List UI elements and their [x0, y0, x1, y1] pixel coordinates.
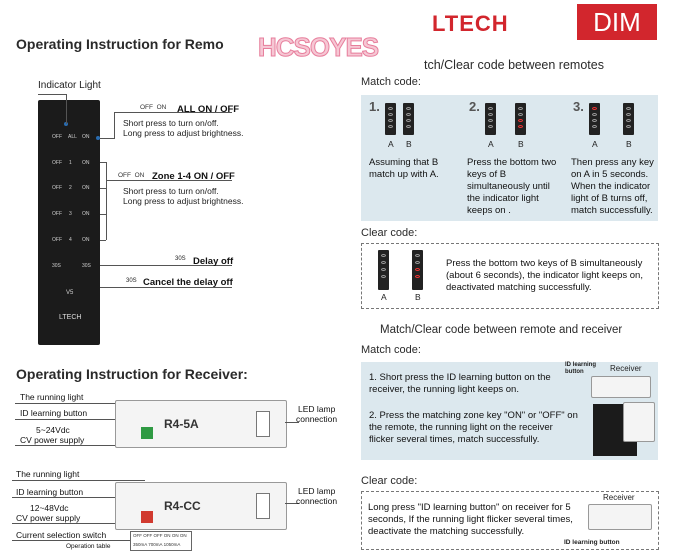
remotes-clear-panel	[361, 243, 659, 309]
clear-id-learning-label: ID learning button	[564, 539, 620, 546]
unit1-led-label: LED lamp	[298, 404, 336, 414]
label-a-3: A	[592, 139, 598, 149]
delay-off-callout: Delay off	[193, 256, 234, 267]
remotes-match-panel	[361, 95, 658, 221]
all-on-off-callout: ALL ON / OFF	[177, 104, 240, 115]
remote-b-step3	[623, 103, 634, 135]
delay-icon: 30S	[175, 256, 186, 262]
unit1-supply-type: CV power supply	[20, 435, 85, 445]
step-1-text: Assuming that B match up with A.	[369, 157, 439, 180]
zone-note-2: Long press to adjust brightness.	[123, 196, 244, 206]
zone-note-1: Short press to turn on/off.	[123, 186, 219, 196]
receiver-r4-5a	[115, 400, 287, 448]
receiver-clear-heading: Clear code:	[361, 475, 418, 487]
remote-row-3: OFF 2 ON	[52, 185, 90, 191]
cancel-delay-callout: Cancel the delay off	[143, 277, 233, 288]
receiver-image-2	[623, 402, 655, 442]
unit2-running-light-label: The running light	[16, 469, 80, 479]
cancel-icon: 30S	[126, 278, 137, 284]
label-b-clear: B	[415, 292, 421, 302]
zone-on-off-callout: Zone 1-4 ON / OFF	[152, 171, 235, 182]
remote-a-clear	[378, 250, 389, 290]
unit2-model-label: R4-CC	[164, 499, 201, 513]
receiver-section-title: Operating Instruction for Receiver:	[16, 366, 248, 382]
remotes-clear-heading: Clear code:	[361, 227, 418, 239]
remote-row-2: OFF 1 ON	[52, 160, 90, 166]
id-learning-label-1: ID learning button	[565, 362, 597, 375]
label-b-1: B	[406, 139, 412, 149]
mode-badge: DIM	[577, 4, 657, 40]
label-b-2: B	[518, 139, 524, 149]
step-3-text: Then press any key on A in 5 seconds. When the indicator light of B turns off, match successfully.	[571, 157, 654, 216]
remote-b-step2	[515, 103, 526, 135]
remotes-clear-text: Press the bottom two keys of B simultaneously (about 6 seconds), the indicator light keeps on, deactivated matching successfully.	[446, 258, 643, 293]
receiver-match-title: Match/Clear code between remote and receiver	[380, 324, 623, 336]
receiver-match-panel	[361, 362, 658, 460]
unit2-selection-label: Current selection switch	[16, 530, 107, 540]
unit2-supply-type: CV power supply	[16, 513, 81, 523]
remote-b-clear	[412, 250, 423, 290]
remotes-match-heading: Match code:	[361, 76, 421, 88]
receiver-match-heading: Match code:	[361, 344, 421, 356]
unit1-id-button-label: ID learning button	[20, 408, 88, 418]
zone-icons: OFF ON	[118, 172, 145, 179]
label-a-2: A	[488, 139, 494, 149]
remote-brand: LTECH	[59, 314, 82, 321]
remote-row-1: OFF ALL ON	[52, 134, 90, 140]
remote-a-step1	[385, 103, 396, 135]
receiver-step-1: 1. Short press the ID learning button on the receiver, the running light keeps on.	[369, 372, 551, 395]
remote-section-title: Operating Instruction for Remo	[16, 36, 224, 52]
receiver-r4-cc	[115, 482, 287, 530]
unit2-connection-label: connection	[296, 496, 338, 506]
unit1-running-light-label: The running light	[20, 392, 84, 402]
step-3-number: 3.	[573, 99, 584, 114]
all-icons: OFF ON	[140, 104, 167, 111]
unit1-connection-label: connection	[296, 414, 338, 424]
operation-table: OFF OFF OFF ON ON ON 350mA 700mA 1050mA	[130, 531, 192, 551]
receiver-image-1	[591, 376, 651, 398]
watermark: HCSOYES	[258, 32, 379, 62]
receiver-clear-text: Long press "ID learning button" on receiver for 5 seconds, If the running light flicker several times, deactivate the matching successfully.	[368, 502, 573, 537]
step-2-text: Press the bottom two keys of B simultaneously until the indicator light keeps on .	[467, 157, 557, 216]
remote-row-5: OFF 4 ON	[52, 237, 90, 243]
label-a-clear: A	[381, 292, 387, 302]
remote-model: V5	[66, 290, 74, 296]
remotes-match-title: tch/Clear code between remotes	[424, 58, 604, 72]
unit2-op-table-label: Operation table	[66, 543, 111, 550]
receiver-label-1: Receiver	[610, 364, 642, 373]
unit1-model-label: R4-5A	[164, 417, 199, 431]
brand-logo: LTECH	[432, 11, 509, 36]
clear-receiver-image	[588, 504, 652, 530]
step-2-number: 2.	[469, 99, 480, 114]
unit2-id-button-label: ID learning button	[16, 487, 84, 497]
all-note-1: Short press to turn on/off.	[123, 118, 219, 128]
remote-control-image	[38, 100, 100, 345]
label-a-1: A	[388, 139, 394, 149]
step-1-number: 1.	[369, 99, 380, 114]
remote-row-4: OFF 3 ON	[52, 211, 90, 217]
remote-a-step2	[485, 103, 496, 135]
receiver-step-2: 2. Press the matching zone key "ON" or "OFF" on the remote, the running light on the receiver flicker several times, match successfully.	[369, 410, 578, 445]
remote-a-step3	[589, 103, 600, 135]
remote-b-step1	[403, 103, 414, 135]
all-note-2: Long press to adjust brightness.	[123, 128, 244, 138]
unit2-led-label: LED lamp	[298, 486, 336, 496]
label-b-3: B	[626, 139, 632, 149]
unit1-supply-voltage: 5~24Vdc	[36, 425, 70, 435]
receiver-clear-panel	[361, 491, 659, 550]
indicator-light-label: Indicator Light	[38, 80, 101, 91]
unit2-supply-voltage: 12~48Vdc	[30, 503, 69, 513]
remote-row-6: 30S 30S	[52, 263, 91, 269]
clear-receiver-label: Receiver	[603, 493, 635, 502]
